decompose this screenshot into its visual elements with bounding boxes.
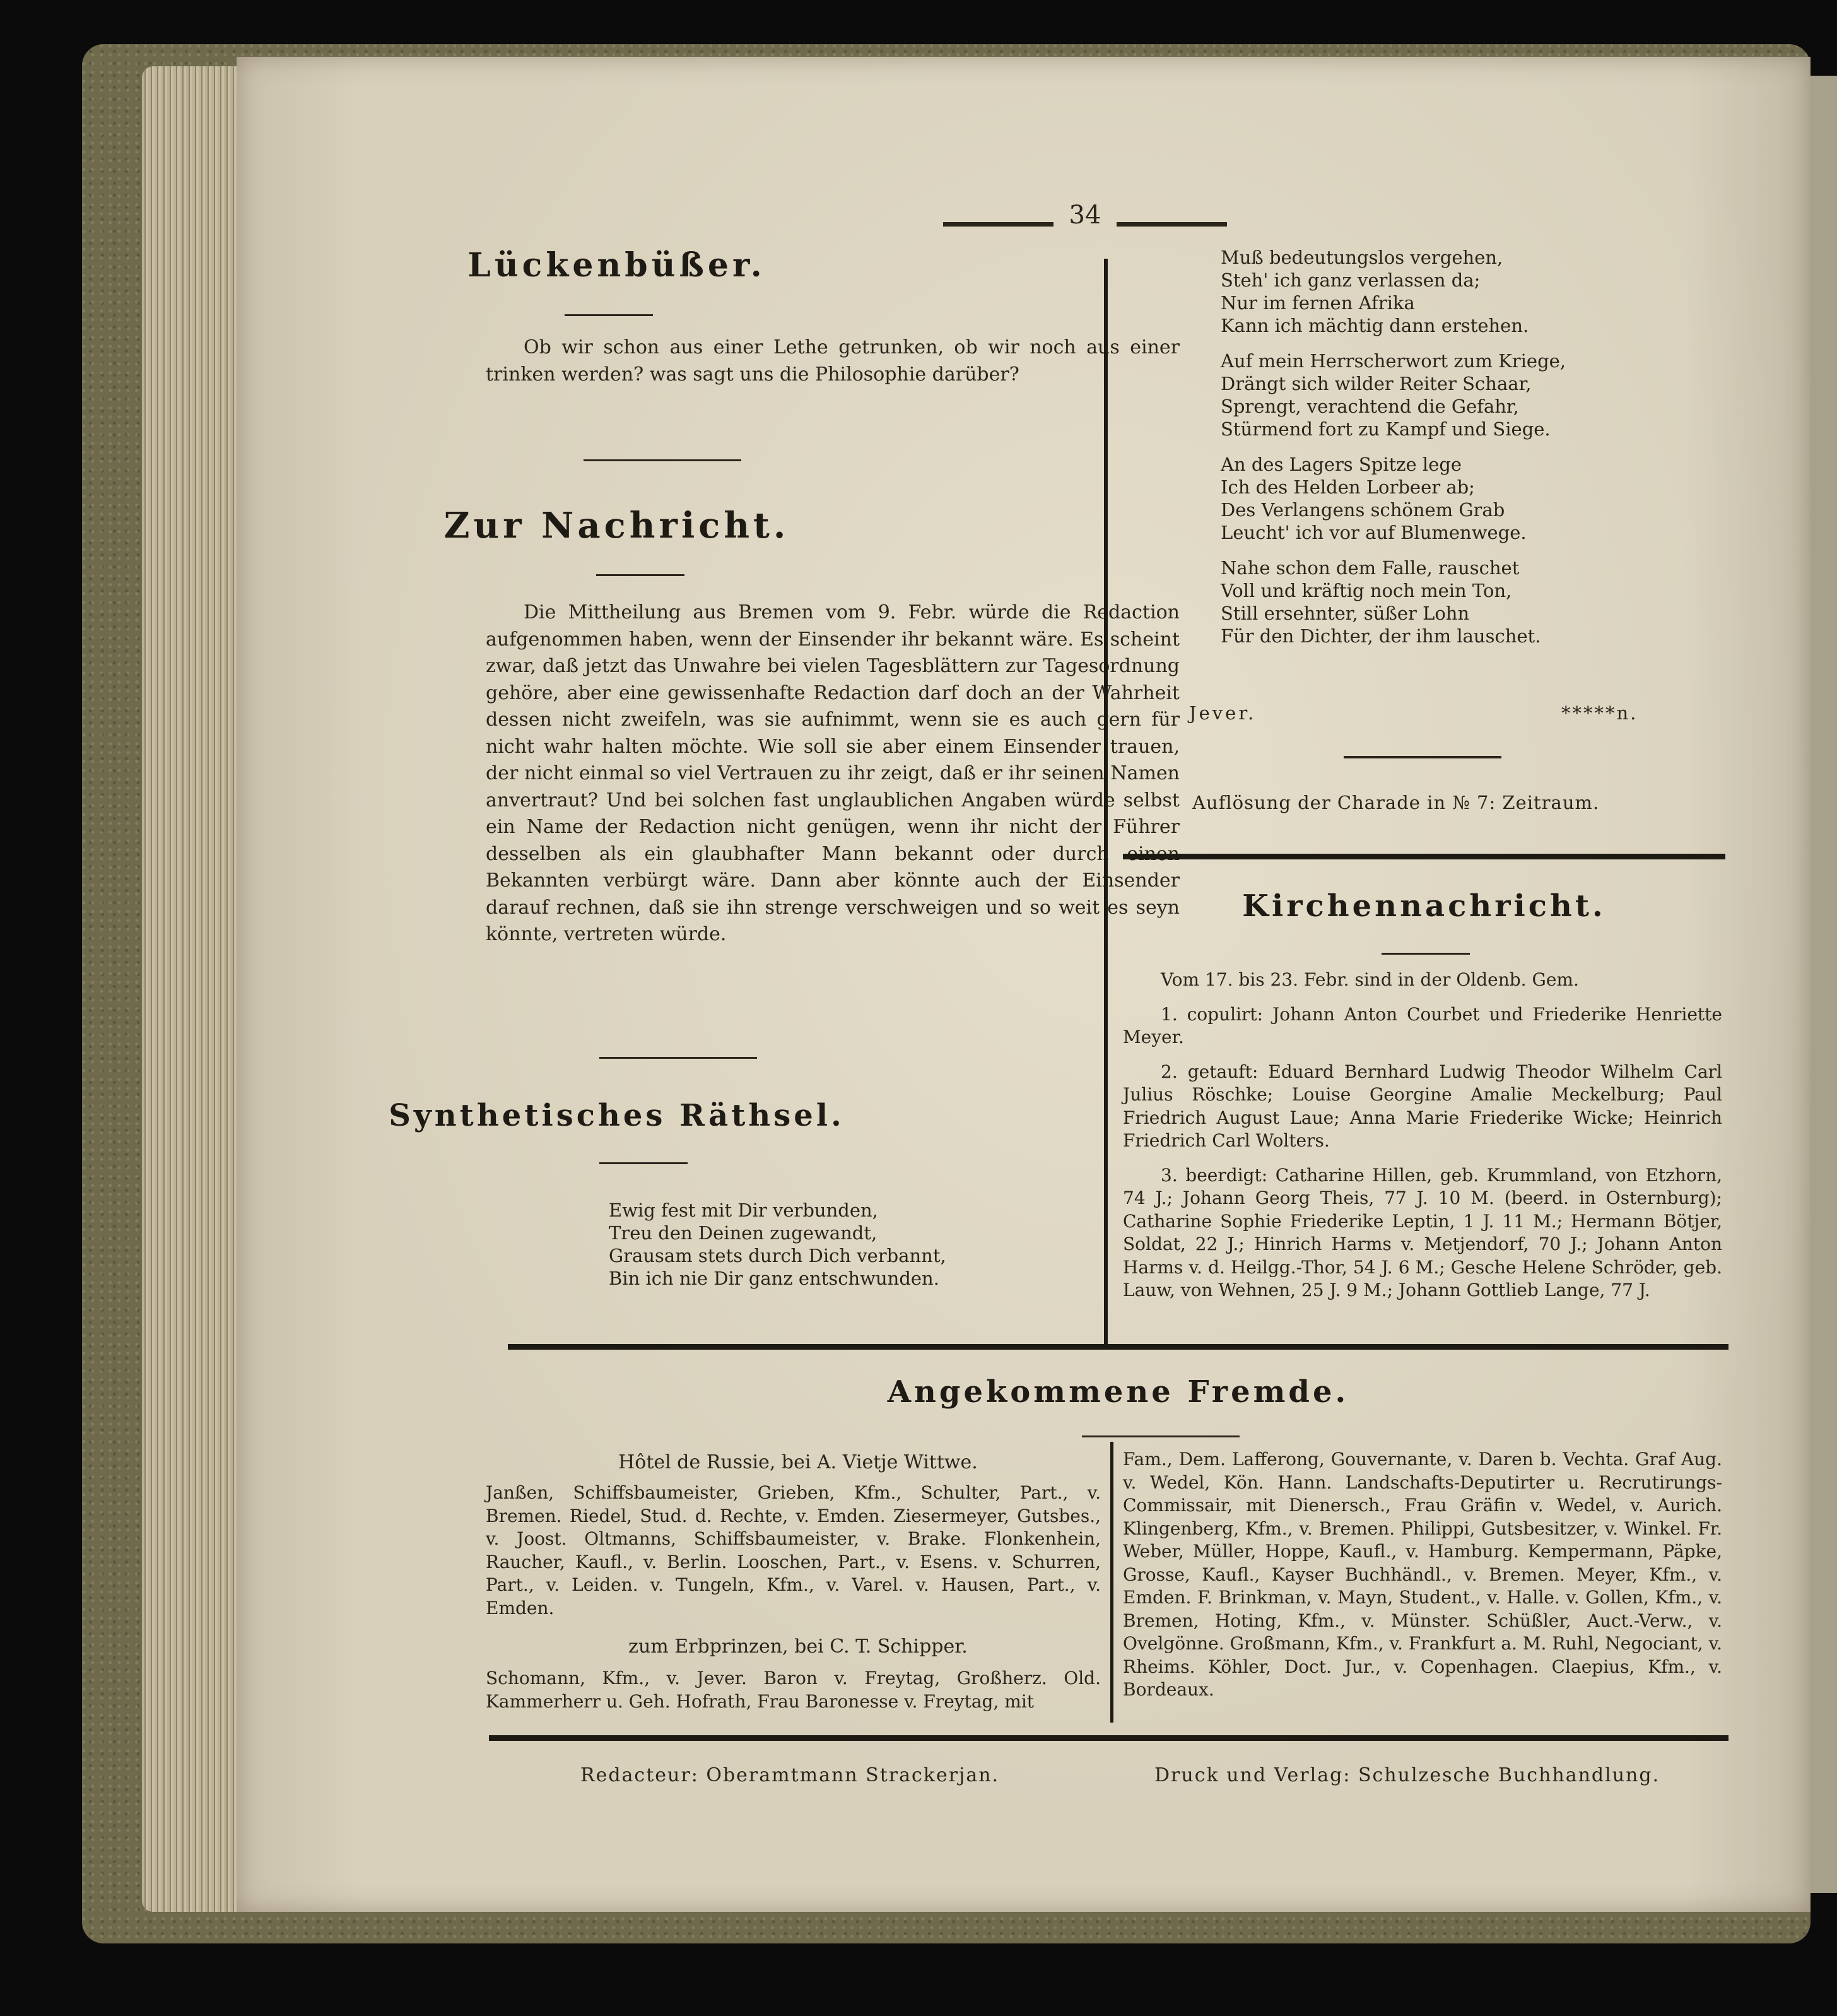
verse-line: Still ersehnter, süßer Lohn: [1221, 603, 1470, 624]
page-number-ornament-right: [1117, 222, 1227, 227]
divider: [599, 1162, 688, 1164]
verse-line: An des Lagers Spitze lege: [1221, 454, 1462, 475]
divider: [1082, 1435, 1240, 1437]
column-divider: [1110, 1442, 1113, 1723]
charade-solution: Auflösung der Charade in № 7: Zeitraum.: [1192, 792, 1600, 813]
column-divider: [1104, 259, 1108, 1344]
verse-line: Steh' ich ganz verlassen da;: [1221, 269, 1481, 291]
verse-line: Ich des Helden Lorbeer ab;: [1221, 476, 1475, 498]
raethsel-stanza-1: [609, 1199, 987, 1290]
newspaper-page: [237, 57, 1811, 1912]
hotel-de-russie-heading: Hôtel de Russie, bei A. Vietje Wittwe.: [618, 1451, 978, 1473]
section-divider: [599, 1057, 757, 1059]
footer-redacteur: Redacteur: Oberamtmann Strackerjan.: [580, 1764, 1000, 1786]
stanza-4: [1221, 453, 1599, 544]
church-news-getauft: 2. getauft: Eduard Bernhard Ludwig Theodor Wilhelm Carl Julius Röschke; Louise Georgine Amalie Meckelburg; Paul Friedrich August Laue; Anna Marie Friederike Wicke; Heinrich Friedrich Carl Wolters.: [1123, 1061, 1722, 1151]
erbprinzen-heading: zum Erbprinzen, bei C. T. Schipper.: [628, 1636, 968, 1658]
church-news-beerdigt: 3. beerdigt: Catharine Hillen, geb. Krummland, von Etzhorn, 74 J.; Johann Georg Theis, 77 J. 10 M. (beerd. in Osternburg); Catharine Sophie Friederike Leptin, 1 J. 11 M.; Hermann Bötjer, Soldat, 22 J.; Hinrich Harms v. Metjendorf, 70 J.; Johann Anton Harms v. d. Heilgg.-Thor, 54 J. 6 M.; Gesche Helene Schröder, geb. Lauw, von Wehnen, 25 J. 9 M.; Johann Gottlieb Lange, 77 J.: [1123, 1164, 1722, 1300]
section-divider: [584, 459, 741, 461]
stanza-3: [1221, 350, 1599, 440]
thick-divider: [1123, 854, 1725, 859]
fremde-right-column: Fam., Dem. Lafferong, Gouvernante, v. Daren b. Vechta. Graf Aug. v. Wedel, Kön. Hann. Landschafts-Deputirter u. Recrutirungs-Commissair, mit Dienersch., Frau Gräfin v. Wedel, v. Aurich. Klingenberg, Kfm., v. Bremen. Philippi, Gutsbesitzer, v. Winkel. Fr. Weber, Müller, Hoppe, Kaufl., v. Hamburg. Kempermann, Päpke, Grosse, Kaufl., Kayser Buchhändl., v. Bremen. Meyer, Kfm., v. Emden. F. Brinkman, v. Mayn, Student., v. Halle. v. Gollen, Kfm., v. Bremen, Hoting, Kfm., v. Münster. Schüßler, Auct.-Verw., v. Ovelgönne. Großmann, Kfm., v. Frankfurt a. M. Ruhl, Negociant, v. Rheims. Köhler, Doct. Jur., v. Copenhagen. Claepius, Kfm., v. Bordeaux.: [1123, 1449, 1722, 1700]
heading-kirchennachricht: Kirchennachricht.: [1242, 888, 1606, 924]
church-news-intro: Vom 17. bis 23. Febr. sind in der Oldenb. Gem.: [1161, 969, 1579, 990]
divider: [1382, 953, 1470, 955]
page-edges: [142, 66, 249, 1912]
divider: [596, 574, 684, 576]
divider: [565, 314, 653, 316]
verse-line: Drängt sich wilder Reiter Schaar,: [1221, 373, 1532, 394]
verse-line: Nahe schon dem Falle, rauschet: [1221, 557, 1520, 579]
place-jever: Jever.: [1189, 702, 1257, 724]
heading-zur-nachricht: Zur Nachricht.: [443, 505, 790, 546]
verse-line: Für den Dichter, der ihm lauschet.: [1221, 625, 1541, 647]
raethsel-continuation: [1221, 246, 1599, 660]
footer-druck: Druck und Verlag: Schulzesche Buchhandlung.: [1154, 1764, 1660, 1786]
stanza-5: [1221, 557, 1599, 647]
heading-raethsel: Synthetisches Räthsel.: [389, 1098, 845, 1133]
page-number: 34: [1069, 201, 1101, 230]
verse-line: Treu den Deinen zugewandt,: [609, 1222, 877, 1244]
hotel-de-russie-guests: Janßen, Schiffsbaumeister, Grieben, Kfm., Schulter, Part., v. Bremen. Riedel, Stud. d. Rechte, v. Emden. Ziesermeyer, Gutsbes., v. Joost. Oltmanns, Schiffsbaumeister, v. Brake. Flonkenhein, Raucher, Kaufl., v. Berlin. Looschen, Part., v. Esens. v. Schurren, Part., v. Leiden. v. Tungeln, Kfm., v. Varel. v. Hausen, Part., v. Emden.: [486, 1482, 1101, 1618]
verse-line: Grausam stets durch Dich verbannt,: [609, 1245, 946, 1266]
heading-angekommene-fremde: Angekommene Fremde.: [887, 1374, 1349, 1410]
church-news-body: [1123, 969, 1722, 1314]
heading-lueckenbuesser: Lückenbüßer.: [467, 246, 766, 285]
verse-line: Nur im fernen Afrika: [1221, 292, 1415, 314]
paragraph-zur-nachricht: Die Mittheilung aus Bremen vom 9. Febr. würde die Redaction aufgenommen haben, wenn der Einsender ihr bekannt wäre. Es scheint zwar, daß jetzt das Unwahre bei vielen Tagesblättern zur Tagesordnung gehöre, aber eine gewissenhafte Redaction darf doch an der Wahrheit dessen nicht zweifeln, was sie aufnimmt, wenn sie es auch gern für nicht wahr halten möchte. Wie soll sie aber einem Einsender trauen, der nicht einmal so viel Vertrauen zu ihr zeigt, daß er ihr seinen Namen anvertraut? Und bei solchen fast unglaublichen Angaben würde selbst ein Name der Redaction nicht genügen, wenn ihr nicht der Führer desselben als ein glaubhafter Mann bekannt oder durch einen Bekannten verbürgt wäre. Dann aber könnte auch der Einsender darauf rechnen, daß sie ihn strenge verschweigen und so weit es seyn könnte, vertreten würde.: [486, 601, 1180, 945]
erbprinzen-guests: Schomann, Kfm., v. Jever. Baron v. Freytag, Großherz. Old. Kammerherr u. Geh. Hofrath, Frau Baronesse v. Freytag, mit: [486, 1668, 1101, 1712]
verse-line: Kann ich mächtig dann erstehen.: [1221, 315, 1529, 336]
section-divider: [1344, 756, 1501, 758]
paragraph-lueckenbuesser: Ob wir schon aus einer Lethe getrunken, ob wir noch aus einer trinken werden? was sagt uns die Philosophie darüber?: [486, 336, 1180, 386]
verse-line: Stürmend fort zu Kampf und Siege.: [1221, 418, 1551, 440]
verse-line: Sprengt, verachtend die Gefahr,: [1221, 396, 1519, 417]
verse-line: Muß bedeutungslos vergehen,: [1221, 247, 1503, 268]
verse-line: Voll und kräftig noch mein Ton,: [1221, 580, 1512, 601]
signature: *****n.: [1561, 702, 1638, 724]
thick-divider: [508, 1344, 1728, 1350]
verse-line: Leucht' ich vor auf Blumenwege.: [1221, 522, 1527, 543]
verse-line: Ewig fest mit Dir verbunden,: [609, 1200, 878, 1221]
verse-line: Des Verlangens schönem Grab: [1221, 499, 1505, 521]
page-number-ornament-left: [943, 222, 1053, 227]
next-page-edge: [1811, 76, 1837, 1893]
verse-line: Bin ich nie Dir ganz entschwunden.: [609, 1268, 939, 1289]
thick-divider: [489, 1735, 1728, 1741]
church-news-copulirt: 1. copulirt: Johann Anton Courbet und Friederike Henriette Meyer.: [1123, 1003, 1722, 1047]
stanza-2: [1221, 246, 1599, 337]
verse-line: Auf mein Herrscherwort zum Kriege,: [1221, 350, 1566, 372]
